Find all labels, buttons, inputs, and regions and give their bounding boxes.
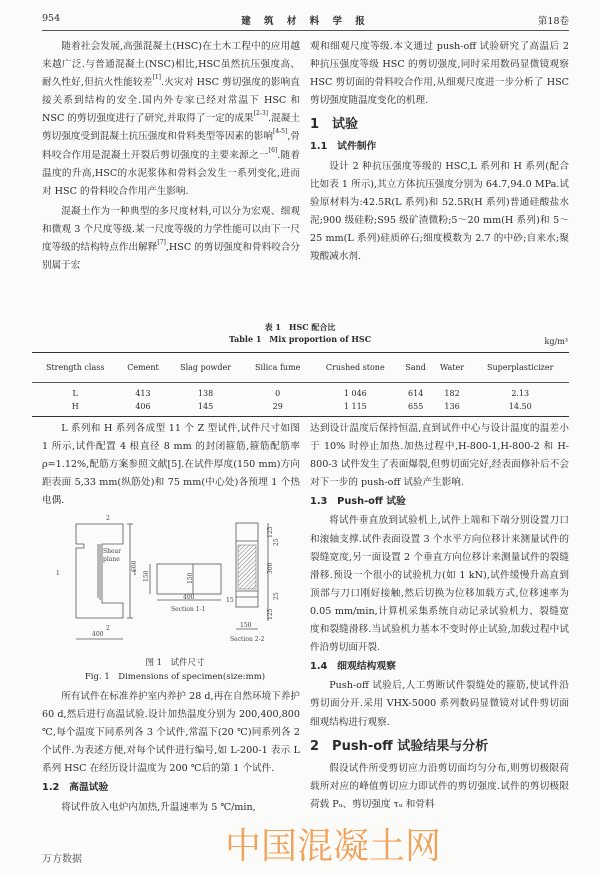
table-header-row [32,353,569,383]
dim-150-c: 150 [240,622,252,629]
specimen-paragraph: L 系列和 H 系列各成型 11 个 Z 型试件,试件尺寸如图 1 所示,试件配置 4 根直径 8 mm 的封闭箍筋,箍筋配筋率 ρ=1.12%,配筋方案参照文献[5].在试件厚度(150 mm)方向距表面 5,33 mm(纵筋处)和 75 mm(中心处)各预埋 1 个热电偶. [42,423,300,507]
table-caption-cn: 表 1 HSC 配合比 [264,322,336,332]
left-column-curing [42,688,300,817]
running-header [42,13,569,27]
section-1-1-label: Section 1-1 [171,606,206,613]
dim-125-a: 125 [267,526,274,538]
subsection-1-1-text: 设计 2 种抗压强度等级的 HSC,L 系列和 H 系列(配合比如表 1 所示),其立方体抗压强度分别为 64.7,94.0 MPa.试验原材料为:42.5R(L 系列)和 52.5R(H 系列)普通硅酸盐水泥;900 级硅粉;S95 级矿渣微粉;5～20 mm(H 系列)和 5～25 mm(L 系列)硅质碎石;细度模数为 2.7 的中砂;自来水;聚羧酸减水剂. [310,160,569,263]
column-header: Water [433,353,472,383]
column-header: Slag powder [168,353,244,383]
footer-source: 万方数据 [42,854,82,865]
section-mark-1-left: 1 [56,570,60,577]
hatched-shear-zone [238,545,256,589]
left-column-specimen [42,420,300,510]
dim-15: 15 [226,597,234,604]
mix-proportion-table [32,352,569,417]
dim-600: 600 [131,560,138,572]
label-shear: Shear [103,548,121,555]
citation: [2-3] [253,110,269,118]
table-cell: 1 046 [343,389,367,398]
table-caption-en: Table 1 Mix proportion of HSC [228,334,372,344]
subsection-1-2-heading: 1.2 高温试验 [42,782,109,794]
intro-paragraph-3: 观和细观尺度等级.本文通过 push-off 试验研究了高温后 2 种抗压强度等级 HSC 的剪切强度,同时采用数码显微镜观察 HSC 剪切面的骨料咬合作用,从细观尺度进一步分析了 HSC 剪切强度随温度变化的机理. [310,41,569,107]
column-header: Strength class [32,353,118,383]
label-plane: plane [103,556,120,563]
subsection-1-2-text: 将试件放入电炉内加热,升温速率为 5 ℃/min, [61,801,256,813]
section-2-2-label: Section 2-2 [230,636,265,643]
table-unit: kg/m³ [544,337,568,346]
section-2-text: 假设试件所受剪切应力沿剪切面均匀分布,则剪切极限荷载所对应的峰值剪切应力即试件的剪切强度.试件的剪切极限荷载 Pᵤ、剪切强度 τᵤ 和骨料 [310,762,569,810]
table-cell: H [71,402,79,411]
table-cell: 2.13 [511,389,530,398]
citation: [6] [268,146,278,154]
citation: [1] [152,74,161,82]
subsection-1-3-heading: 1.3 Push-off 试验 [310,496,406,508]
right-column-methods [310,420,569,814]
citation: [4-5] [272,128,288,136]
column-header: Sand [399,353,433,383]
table-cell: L [72,389,78,398]
dim-25-b: 25 [273,592,280,600]
subsection-1-4-text: Push-off 试验后,人工剪断试件裂缝处的箍筋,使试件沿剪切面分开.采用 VHX-5000 系列数码显微镜对试件剪切面细观结构进行观察. [310,680,569,728]
table-cell: 145 [197,402,214,411]
journal-title: 建 筑 材 料 学 报 [241,16,370,27]
curing-paragraph: 所有试件在标准养护室内养护 28 d,再在自然环境下养护 60 d,然后进行高温试验.设计加热温度分别为 200,400,800 ℃,每个温度下同系列各 3 个试件,常温下(20 ℃)同系列各 2 个试件.为表述方便,对每个试件进行编号,如 L-200-1 表示 L 系列 HSC 在经历设计温度为 200 ℃后的第 1 个试件. [42,691,300,775]
column-header: Superplasticizer [471,353,569,383]
column-header: Cement [118,353,167,383]
header-rule [42,30,569,31]
figure-specimen-dimensions [40,508,310,643]
dim-150-b: 150 [187,572,194,584]
section-mark-1-right: 1 [133,570,137,577]
dim-150-a: 150 [143,570,150,582]
table-cell: 413 [135,389,151,398]
section-1-heading: 1 试验 [310,117,359,133]
section-mark-2-top: 2 [106,515,110,522]
table-cell: 406 [135,402,151,411]
table-row [32,400,569,417]
table-cell: 182 [444,389,460,398]
table-cell: 655 [408,402,424,411]
dim-125-b: 125 [267,608,274,620]
section-2-heading: 2 Push-off 试验结果与分析 [310,738,489,754]
column-header: Silica fume [244,353,312,383]
figure-caption-en: Fig. 1 Dimensions of specimen(size:mm) [84,672,266,682]
volume-number: 第18卷 [537,16,569,27]
table-cell: 0 [275,389,281,398]
citation: [7] [157,239,166,247]
intro-paragraph-2: 混凝土作为一种典型的多尺度材料,可以分为宏观、细观和微观 3 个尺度等级.某一尺度等级的力学性能可以由下一尺度等级的结构特点作出解释[7],HSC 的剪切强度和骨料咬合分别属于宏 [42,205,301,272]
right-column-intro [310,38,569,266]
intro-paragraph-1: 随着社会发展,高强混凝土(HSC)在土木工程中的应用越来越广泛.与普通混凝土(NSC)相比,HSC虽然抗压强度高、耐久性好,但抗火性能较差[1].火灾对 HSC 剪切强度的影响直接关系到结构的安全.国内外专家已经对常温下 HSC 和 NSC 的剪切强度进行了研究,并取得了一定的成果[2-3].混凝土剪切强度受到混凝土抗压强度和骨料类型等因素的影响[4-5],骨料咬合作用是混凝土开裂后剪切强度的主要来源之一[6].随着温度的升高,HSC的水泥浆体和骨料会发生一系列变化,进而对 HSC 的骨料咬合作用产生影响. [42,41,301,197]
table-row [32,383,569,401]
table-cell: 136 [444,402,460,411]
heating-paragraph: 达到设计温度后保持恒温,直到试件中心与设计温度的温差小于 10% 时停止加热.加热过程中,H-800-1,H-800-2 和 H-800-3 试件发生了表面爆裂,但剪切面完好,经表面修补后不会对下一步的 push-off 试验产生影响. [310,423,569,489]
watermark: 中国混凝土网 [225,826,442,867]
table-cell: 138 [197,389,214,398]
subsection-1-3-text: 将试件垂直放到试验机上,试件上端和下端分别设置刀口和滚轴支撑.试件表面设置 3 个水平方向位移计来测量试件的裂缝宽度,另一面设置 2 个垂直方向位移计来测量试件的裂缝滑移.预设一个很小的试验机力(如 1 kN),试件缓慢升高直到顶部与刀口刚好接触,然后切换为位移加载方式,位移速率为 0.05 mm/min,计算机采集系统自动记录试验机力、裂缝宽度和裂缝滑移.当试验机力基本不变时停止试验,加载过程中试件沿剪切面开裂. [310,515,569,654]
dim-400: 400 [92,631,104,638]
column-header: Crushed stone [312,353,399,383]
dim-400-b: 400 [183,594,195,601]
table-cell: 1 115 [343,402,367,411]
subsection-1-1-heading: 1.1 试件制作 [310,141,377,153]
dim-25-a: 25 [273,538,280,546]
table-cell: 29 [272,402,283,411]
left-column-intro [42,38,300,275]
section-mark-2-bottom: 2 [106,625,110,632]
page-number: 954 [42,13,61,24]
subsection-1-4-heading: 1.4 细观结构观察 [310,661,396,673]
table-cell: 614 [408,389,424,398]
dim-300: 300 [267,562,274,574]
z-specimen-outline [76,524,123,618]
figure-caption-cn: 图 1 试件尺寸 [145,658,205,668]
table-cell: 14.50 [508,402,532,411]
